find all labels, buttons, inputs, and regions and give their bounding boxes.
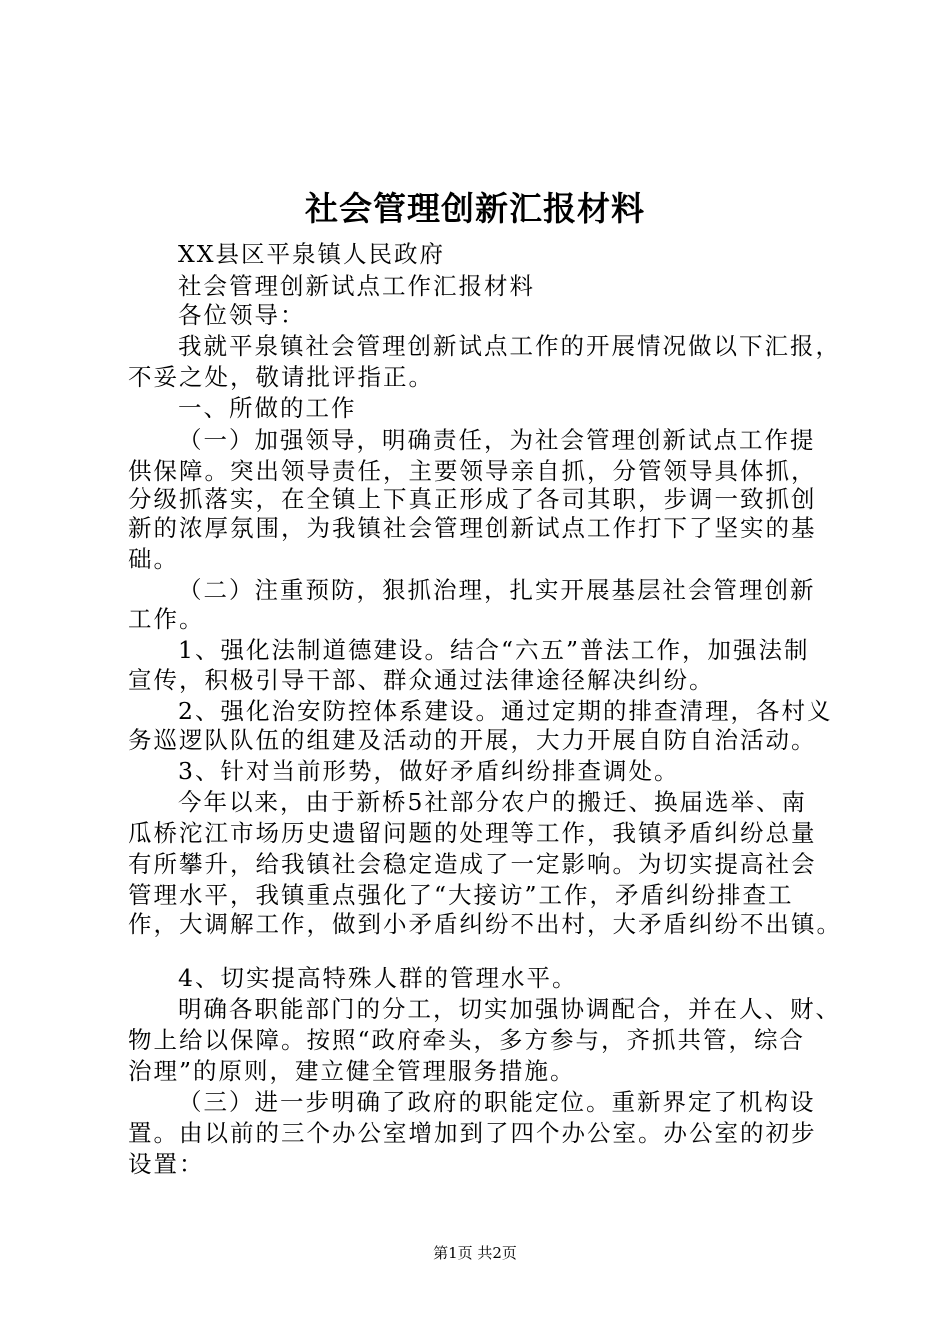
text-line: 社会管理创新试点工作汇报材料 <box>178 272 535 300</box>
text-line: 新的浓厚氛围，为我镇社会管理创新试点工作打下了坚实的基 <box>128 514 817 542</box>
text-line: 2、强化治安防控体系建设。通过定期的排查清理，各村义 <box>178 697 833 725</box>
text-line: 置。由以前的三个办公室增加到了四个办公室。办公室的初步 <box>128 1119 817 1147</box>
text-line: 我就平泉镇社会管理创新试点工作的开展情况做以下汇报， <box>178 332 841 360</box>
text-line: 设置： <box>128 1150 205 1178</box>
text-line: 供保障。突出领导责任，主要领导亲自抓，分管领导具体抓， <box>128 457 817 485</box>
text-line: 作，大调解工作，做到小矛盾纠纷不出村，大矛盾纠纷不出镇。 <box>128 910 842 938</box>
text-line: 1、强化法制道德建设。结合“六五”普法工作，加强法制 <box>178 636 810 664</box>
text-line: 不妥之处，敬请批评指正。 <box>128 363 434 391</box>
text-line: （二）注重预防，狠抓治理，扎实开展基层社会管理创新 <box>178 576 816 604</box>
text-line: 物上给以保障。按照“政府牵头，多方参与，齐抓共管，综合 <box>128 1026 806 1054</box>
text-line: （一）加强领导，明确责任，为社会管理创新试点工作提 <box>178 426 816 454</box>
text-line: 务巡逻队队伍的组建及活动的开展，大力开展自防自治活动。 <box>128 726 817 754</box>
page-number-footer: 第1页 共2页 <box>433 1244 517 1262</box>
text-line: （三）进一步明确了政府的职能定位。重新界定了机构设 <box>178 1088 816 1116</box>
text-line: 治理”的原则，建立健全管理服务措施。 <box>128 1057 576 1085</box>
text-line: 工作。 <box>128 605 205 633</box>
text-line: 宣传，积极引导干部、群众通过法律途径解决纠纷。 <box>128 666 715 694</box>
text-line: 有所攀升，给我镇社会稳定造成了一定影响。为切实提高社会 <box>128 850 817 878</box>
text-line: 础。 <box>128 545 179 573</box>
text-line: 3、针对当前形势，做好矛盾纠纷排查调处。 <box>178 757 680 785</box>
text-line: 今年以来，由于新桥5社部分农户的搬迁、换届选举、南 <box>178 788 807 816</box>
text-line: 4、切实提高特殊人群的管理水平。 <box>178 964 578 992</box>
text-line: 管理水平，我镇重点强化了“大接访”工作，矛盾纠纷排查工 <box>128 881 794 909</box>
text-line: 分级抓落实，在全镇上下真正形成了各司其职，步调一致抓创 <box>128 485 817 513</box>
text-line: XX县区平泉镇人民政府 <box>178 240 445 268</box>
text-line: 明确各职能部门的分工，切实加强协调配合，并在人、财、 <box>178 995 841 1023</box>
text-line: 一、所做的工作 <box>178 394 357 422</box>
text-line: 各位领导： <box>178 301 306 329</box>
text-line: 瓜桥沱江市场历史遗留问题的处理等工作，我镇矛盾纠纷总量 <box>128 819 817 847</box>
document-title: 社会管理创新汇报材料 <box>305 189 645 228</box>
